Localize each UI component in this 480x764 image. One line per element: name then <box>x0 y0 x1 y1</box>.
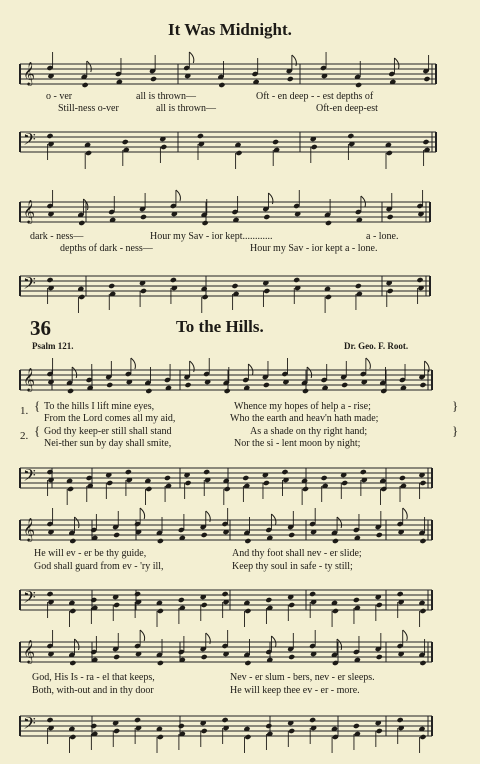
lyric-line: dark - ness— <box>30 231 84 242</box>
svg-text:𝄢: 𝄢 <box>23 129 36 153</box>
svg-text:𝄢: 𝄢 <box>23 587 36 611</box>
svg-text:𝄞: 𝄞 <box>23 517 35 541</box>
music-staff-treble-4 <box>0 512 480 552</box>
lyric-line: depths of dark - ness— <box>60 243 153 254</box>
svg-text:𝄢: 𝄢 <box>23 273 36 297</box>
lyric-line: God, His Is - ra - el that keeps, <box>32 672 155 683</box>
svg-text:𝄢: 𝄢 <box>23 713 36 737</box>
music-staff-bass-5 <box>0 708 480 748</box>
lyric-line: all is thrown— <box>136 91 196 102</box>
svg-text:𝄞: 𝄞 <box>23 367 35 391</box>
lyric-line: God thy keep-er still shall stand <box>44 426 172 437</box>
lyric-line: God shall guard from ev - 'ry ill, <box>34 561 164 572</box>
verse-brace-close: } <box>452 398 459 413</box>
music-staff-treble-5 <box>0 634 480 674</box>
lyric-line: Oft-en deep-est <box>316 103 378 114</box>
hymn-number: 36 <box>30 316 51 340</box>
music-staff-bass-3 <box>0 460 480 500</box>
svg-text:𝄢: 𝄢 <box>23 465 36 489</box>
lyric-line: And thy foot shall nev - er slide; <box>232 548 362 559</box>
music-staff-treble-1 <box>0 56 480 96</box>
verse-number: 2. <box>20 430 29 442</box>
scripture-reference: Psalm 121. <box>32 341 74 351</box>
verse-brace: { <box>34 423 41 438</box>
lyric-line: Oft - en deep - - est depths of <box>256 91 374 102</box>
lyric-line: To the hills I lift mine eyes, <box>44 401 155 412</box>
lyric-line: Still-ness o-ver <box>58 103 119 114</box>
music-staff-bass-2 <box>0 268 480 308</box>
lyric-line: As a shade on thy right hand; <box>250 426 368 437</box>
hymn-title: To the Hills. <box>176 317 264 336</box>
music-staff-treble-2 <box>0 194 480 234</box>
verse-brace: { <box>34 398 41 413</box>
lyric-line: He will keep thee ev - er - more. <box>230 685 360 696</box>
music-staff-bass-4 <box>0 582 480 622</box>
svg-text:𝄞: 𝄞 <box>23 639 35 663</box>
lyric-line: Whence my hopes of help a - rise; <box>234 401 371 412</box>
composer-credit: Dr. Geo. F. Root. <box>344 341 409 351</box>
verse-brace-close: } <box>452 423 459 438</box>
svg-text:𝄞: 𝄞 <box>23 199 35 223</box>
lyric-line: He will ev - er be thy guide, <box>34 548 147 559</box>
lyric-line: Nei-ther sun by day shall smite, <box>44 438 172 449</box>
music-staff-bass-1 <box>0 124 480 164</box>
verse-number: 1. <box>20 405 29 417</box>
lyric-line: Both, with-out and in thy door <box>32 685 154 696</box>
lyric-line: Hour my Sav - ior kept a - lone. <box>250 243 378 254</box>
lyric-line: a - lone. <box>366 231 399 242</box>
lyric-line: all is thrown— <box>156 103 216 114</box>
lyric-line: Who the earth and heav'n hath made; <box>230 413 379 424</box>
svg-text:𝄞: 𝄞 <box>23 61 35 85</box>
lyric-line: Hour my Sav - ior kept............ <box>150 231 273 242</box>
music-staff-treble-3 <box>0 362 480 402</box>
lyric-line: o - ver <box>46 91 73 102</box>
hymn-title: It Was Midnight. <box>168 20 292 39</box>
lyric-line: From the Lord comes all my aid, <box>44 413 176 424</box>
lyric-line: Keep thy soul in safe - ty still; <box>232 561 353 572</box>
lyric-line: Nev - er slum - bers, nev - er sleeps. <box>230 672 375 683</box>
lyric-line: Nor the si - lent moon by night; <box>234 438 361 449</box>
